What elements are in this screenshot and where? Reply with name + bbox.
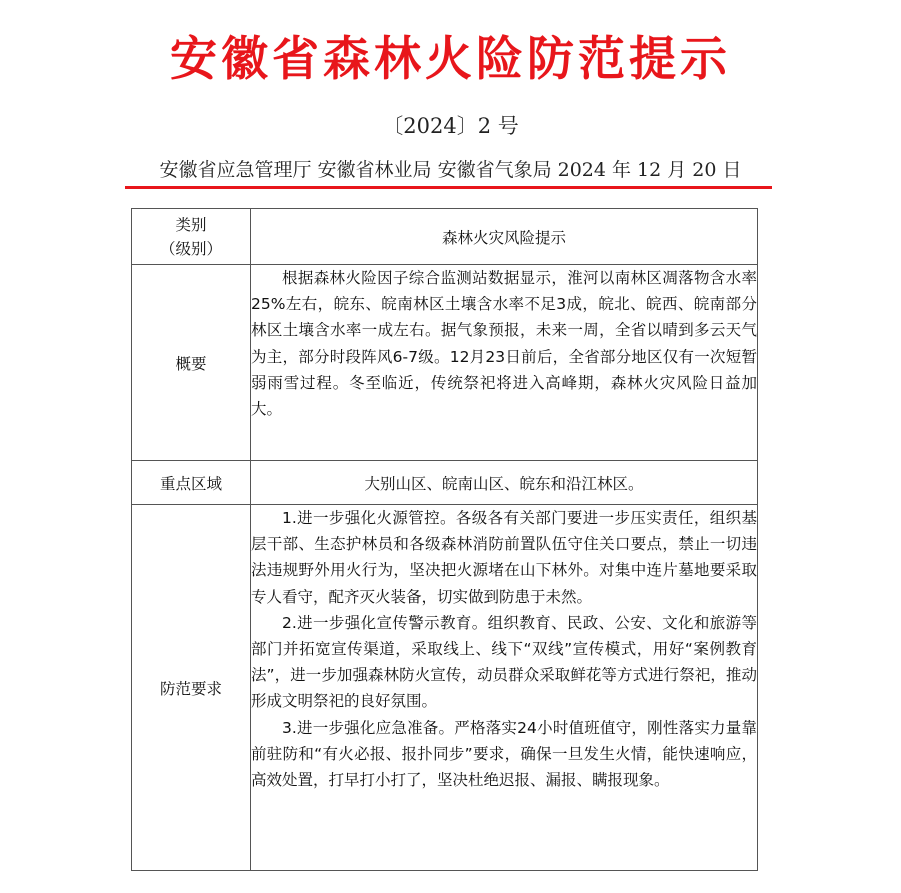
key-areas-text: 大别山区、皖南山区、皖东和沿江林区。 — [251, 461, 758, 505]
level-header-label: （级别） — [159, 239, 222, 258]
document-number: 〔2024〕2 号 — [382, 114, 519, 138]
content-header-cell: 森林火灾风险提示 — [251, 209, 758, 265]
key-areas-row — [132, 461, 758, 505]
requirement-item: 1.进一步强化火源管控。各级各有关部门要进一步压实责任，组织基层干部、生态护林员和各级森林消防前置队伍守住关口要点，禁止一切违法违规野外用火行为，坚决把火源堵在山下林外。对集中连片墓地要采取专人看守，配齐灭火装备，切实做到防患于未然。 — [251, 509, 757, 606]
fire-risk-table — [131, 208, 758, 871]
overview-label: 概要 — [132, 265, 251, 461]
overview-content-cell — [251, 265, 758, 461]
requirement-item: 2.进一步强化宣传警示教育。组织教育、民政、公安、文化和旅游等部门并拓宽宣传渠道，采取线上、线下“双线”宣传模式，用好“案例教育法”，进一步加强森林防火宣传，动员群众采取鲜花等方式进行祭祀，推动形成文明祭祀的良好氛围。 — [251, 613, 757, 711]
requirements-content-cell — [251, 505, 758, 871]
requirements-label: 防范要求 — [132, 505, 251, 871]
overview-row — [132, 265, 758, 461]
key-areas-label: 重点区域 — [132, 461, 251, 505]
requirements-row — [132, 505, 758, 871]
category-header-label: 类别 — [175, 215, 207, 234]
overview-text: 根据森林火险因子综合监测站数据显示，淮河以南林区凋落物含水率25%左右，皖东、皖南林区土壤含水率不足3成，皖北、皖西、皖南部分林区土壤含水率一成左右。据气象预报，未来一周，全省以晴到多云天气为主，部分时段阵风6-7级。12月23日前后，全省部分地区仅有一次短暂弱雨雪过程。冬至临近，传统祭祀将进入高峰期，森林火灾风险日益加大。 — [251, 269, 757, 419]
red-divider-line — [125, 186, 772, 189]
requirement-item: 3.进一步强化应急准备。严格落实24小时值班值守，刚性落实力量靠前驻防和“有火必报、报扑同步”要求，确保一旦发生火情，能快速响应，高效处置，打早打小打了，坚决杜绝迟报、漏报、瞒报现象。 — [251, 718, 757, 790]
table-header-row — [132, 209, 758, 265]
document-title: 安徽省森林火险防范提示 — [170, 32, 731, 87]
issuers-and-date: 安徽省应急管理厅 安徽省林业局 安徽省气象局 2024 年 12 月 20 日 — [159, 159, 742, 181]
category-header-cell — [132, 209, 251, 265]
